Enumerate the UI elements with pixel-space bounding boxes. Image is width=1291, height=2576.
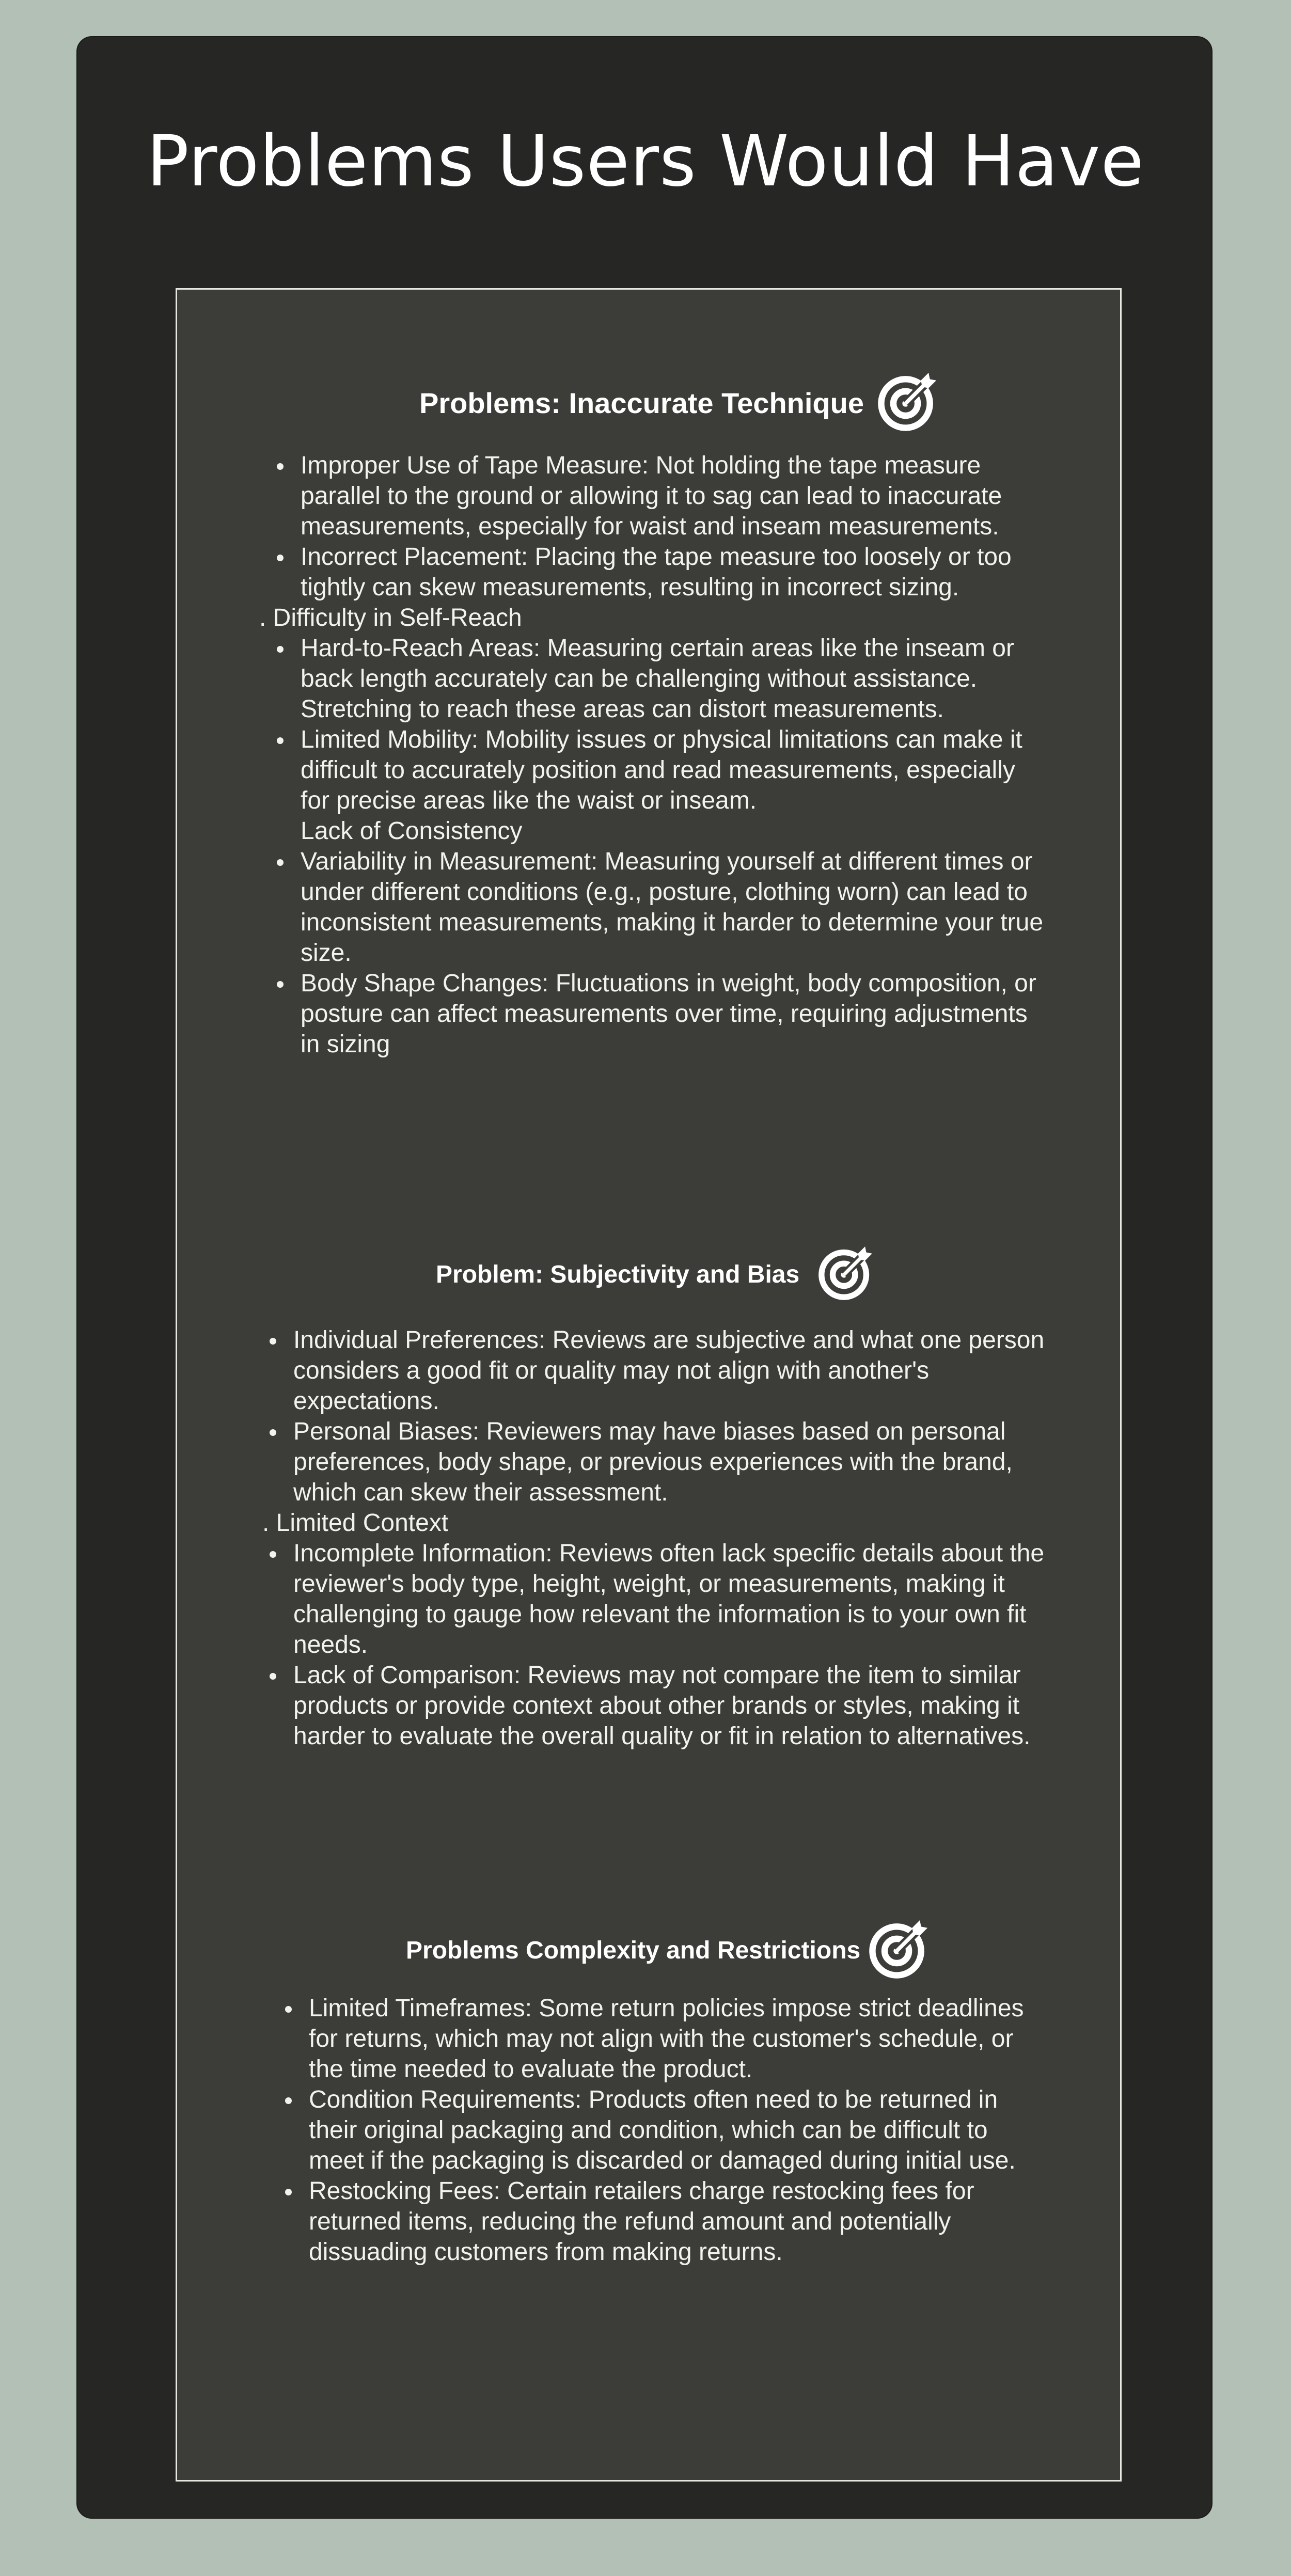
list-item: Individual Preferences: Reviews are subjective and what one person considers a good fit or quality may not align with another's expectations. — [264, 1325, 1049, 1416]
list-item: Lack of Comparison: Reviews may not compare the item to similar products or provide context about other brands or styles, making it harder to evaluate the overall quality or fit in relation to alternatives. — [264, 1660, 1049, 1751]
list-item: Restocking Fees: Certain retailers charge restocking fees for returned items, reducing the refund amount and potentially dissuading customers from making returns. — [280, 2176, 1029, 2267]
target-arrow-icon — [818, 1242, 877, 1307]
list-item: Hard-to-Reach Areas: Measuring certain areas like the inseam or back length accurately can be challenging without assistance. Stretching to reach these areas can distort measurements. — [272, 633, 1046, 724]
section-heading-inaccurate-technique — [419, 381, 941, 424]
section-list-complexity-restrictions — [280, 1993, 1029, 2267]
list-item: Improper Use of Tape Measure: Not holding the tape measure parallel to the ground or allowing it to sag can lead to inaccurate measurements, especially for waist and inseam measurements. — [272, 450, 1046, 542]
list-item: Body Shape Changes: Fluctuations in weight, body composition, or posture can affect measurements over time, requiring adjustments in sizing — [272, 968, 1046, 1060]
section-heading-text: Problems: Inaccurate Technique — [419, 386, 864, 419]
section-heading-complexity-restrictions — [406, 1921, 933, 1980]
list-item: Personal Biases: Reviewers may have biases based on personal preferences, body shape, or previous experiences with the brand, which can skew their assessment. — [264, 1416, 1049, 1508]
section-heading-text: Problems Complexity and Restrictions — [406, 1936, 861, 1964]
section-list-inaccurate-technique — [259, 450, 1046, 1060]
section-list-subjectivity-bias — [264, 1325, 1049, 1751]
list-item: Limited Mobility: Mobility issues or physical limitations can make it difficult to accurately position and read measurements, especially for precise areas like the waist or inseam. — [272, 724, 1046, 816]
section-heading-text: Problem: Subjectivity and Bias — [436, 1260, 800, 1288]
subheading: . Difficulty in Self-Reach — [259, 604, 522, 631]
section-heading-subjectivity-bias — [436, 1253, 877, 1296]
list-item: Incorrect Placement: Placing the tape measure too loosely or too tightly can skew measurements, resulting in incorrect sizing. — [272, 542, 1046, 603]
list-item: Incomplete Information: Reviews often lack specific details about the reviewer's body type, height, weight, or measurements, making it challenging to gauge how relevant the information is to your own fit needs. — [264, 1538, 1049, 1660]
list-item: Variability in Measurement: Measuring yourself at different times or under different conditions (e.g., posture, clothing worn) can lead to inconsistent measurements, making it harder to determine your true size. — [272, 846, 1046, 968]
target-arrow-icon — [877, 368, 941, 438]
subheading: Lack of Consistency — [301, 817, 523, 845]
target-arrow-icon — [869, 1915, 933, 1985]
list-item: Condition Requirements: Products often need to be returned in their original packaging and condition, which can be difficult to meet if the packaging is discarded or damaged during initial use. — [280, 2084, 1029, 2176]
subheading: . Limited Context — [262, 1509, 449, 1537]
page-title: Problems Users Would Have — [146, 121, 1145, 202]
list-item: Limited Timeframes: Some return policies impose strict deadlines for returns, which may not align with the customer's schedule, or the time needed to evaluate the product. — [280, 1993, 1029, 2084]
